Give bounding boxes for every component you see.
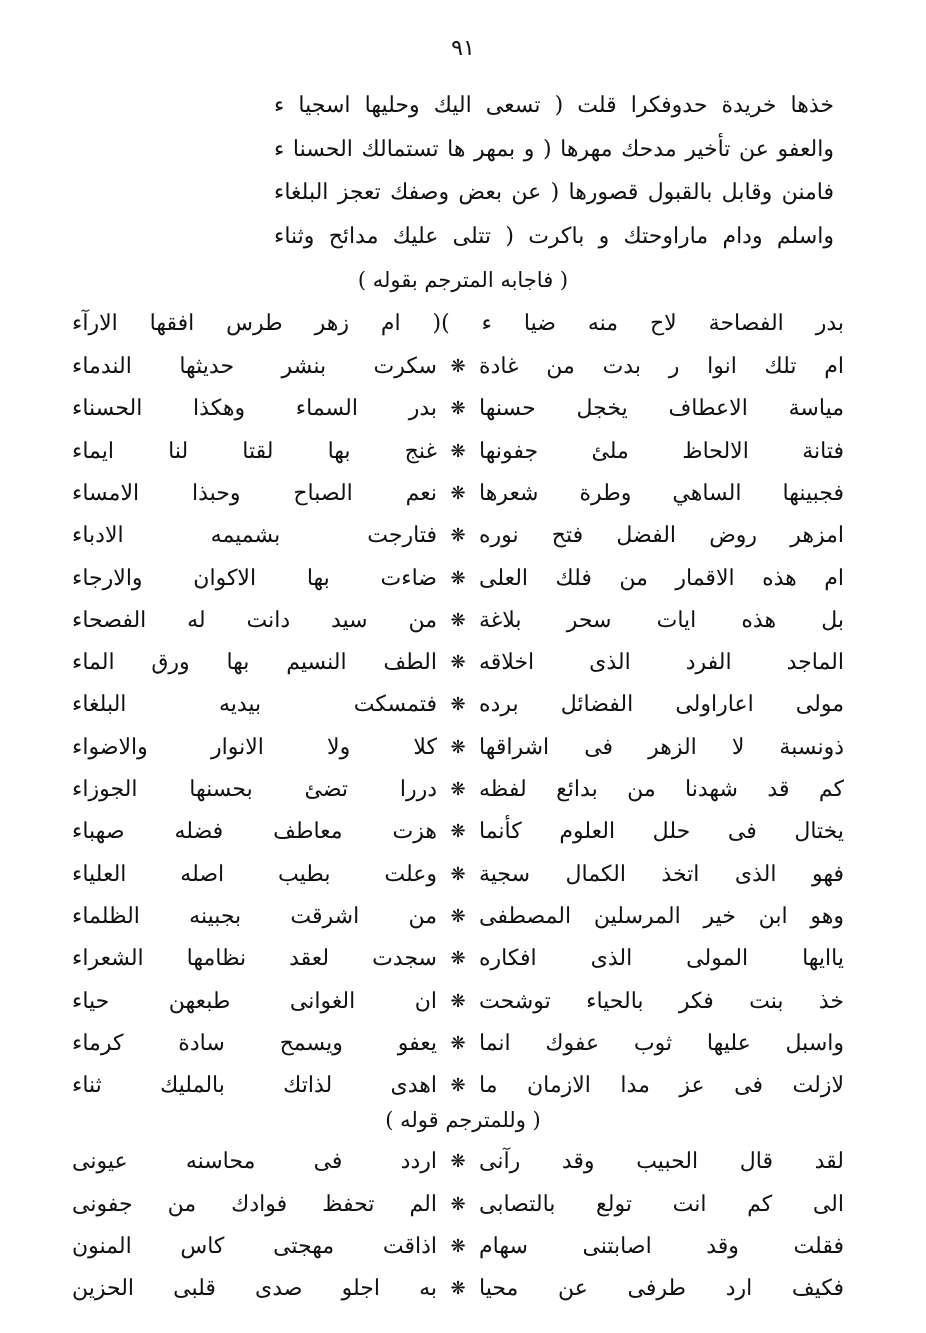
verse-first-hemistich: الى كم انت تولع بالتصابى [479,1191,844,1217]
verse-second-hemistich: فتمسكت بيديه البلغاء [72,692,437,718]
verse-first-hemistich: خذ بنت فكر بالحياء توشحت [479,988,844,1014]
verse-line [72,1185,844,1225]
verse-separator-icon: ❋ [450,905,466,927]
verse-second-hemistich: من اشرقت بجبينه الظلماء [72,903,437,929]
verse-first-hemistich: يختال فى حلل العلوم كأنما [479,819,844,845]
verse-line [72,939,844,979]
verse-first-hemistich: بل هذه ايات سحر بلاغة [479,607,844,633]
verse-second-hemistich: يعفو ويسمح سادة كرماء [72,1030,437,1056]
verse-first-hemistich: ام هذه الاقمار من فلك العلى [479,565,844,591]
verse-first-hemistich: ذونسبة لا الزهر فى اشراقها [479,734,844,760]
verse-separator-icon: ❋ [450,863,466,885]
verse-first-hemistich: الماجد الفرد الذى اخلاقه [479,650,844,676]
verse-line [72,1227,844,1267]
verse-line [72,728,844,768]
verse-second-hemistich: به اجلو صدى قلبى الحزين [72,1276,437,1302]
verse-second-hemistich: هزت معاطف فضله صهباء [72,819,437,845]
prose-line: خذها خريدة حدوفكرا قلت ( تسعى اليك وحليها اسجيا ء [274,93,834,118]
verse-first-hemistich: فقلت وقد اصابتنى سهام [479,1234,844,1259]
verse-separator-icon: ❋ [450,736,466,758]
verse-first-hemistich: مولى اعاراولى الفضائل برده [479,692,844,718]
verse-line [72,812,844,852]
verse-first-hemistich: فتانة الالحاظ ملئ جفونها [479,438,844,464]
verse-line [72,643,844,683]
verse-second-hemistich: كلا ولا الانوار والاضواء [72,734,437,760]
verse-second-hemistich: نعم الصباح وحبذا الامساء [72,480,437,506]
verse-line [72,1142,844,1182]
verse-second-hemistich: فتارجت بشميمه الادباء [72,523,437,549]
verse-line [72,685,844,725]
verse-separator-icon: ❋ [450,482,466,504]
verse-separator-icon: ❋ [450,1075,466,1097]
verse-separator-icon: ❋ [450,779,466,800]
verse-separator-icon: ❋ [450,948,466,970]
verse-second-hemistich: من سيد دانت له الفصحاء [72,607,437,633]
verse-second-hemistich: الم تحفظ فوادك من جفونى [72,1191,437,1217]
verse-first-hemistich: ام تلك انوا ر بدت من غادة [479,354,844,379]
verse-second-hemistich: ضاءت بها الاكوان والارجاء [72,565,437,591]
verse-separator-icon: ❋ [450,440,466,462]
verse-separator-icon: ❋ [450,652,466,674]
verse-line [72,516,844,556]
verse-first-hemistich: واسبل عليها ثوب عفوك انما [479,1030,844,1056]
verse-separator-icon: ❋ [450,525,466,547]
prose-line: واسلم ودام ماراوحتك و باكرت ( تتلى عليك مدائح وثناء [274,223,834,249]
verse-line [72,474,844,514]
verse-second-hemistich: اهدى لذاتك بالمليك ثناء [72,1073,437,1099]
verse-line [72,1269,844,1309]
verse-second-hemistich: بدر السماء وهكذا الحسناء [72,396,437,422]
verse-separator-icon: ❋ [450,821,466,843]
verse-first-hemistich: كم قد شهدنا من بدائع لفظه [479,777,844,802]
verse-first-hemistich: فكيف ارد طرفى عن محيا [479,1276,844,1302]
verse-first-hemistich: مياسة الاعطاف يخجل حسنها [479,396,844,422]
verse-separator-icon: ❋ [450,1032,466,1054]
section-heading: ( وللمترجم قوله ) [385,1108,541,1133]
verse-second-hemistich: غنج بها لقتا لنا ايماء [72,438,437,464]
verse-second-hemistich: اذاقت مهجتى كاس المنون [72,1234,437,1259]
verse-first-hemistich: لقد قال الحبيب وقد رآنى [479,1149,844,1175]
verse-separator-icon: ❋ [450,1236,466,1257]
page-number: ٩١ [451,36,475,61]
verse-separator-icon: ❋ [450,990,466,1012]
verse-separator-icon: ❋ [450,694,466,716]
verse-second-hemistich: سجدت لعقد نظامها الشعراء [72,946,437,972]
opening-verse-line: بدر الفصاحة لاح منه ضيا ء )( ام زهر طرس افقها الارآء [72,310,844,336]
verse-separator-icon: ❋ [450,1278,466,1300]
verse-separator-icon: ❋ [450,609,466,631]
verse-line [72,855,844,895]
verse-second-hemistich: وعلت بطيب اصله العلياء [72,861,437,887]
verse-line [72,1024,844,1064]
verse-line [72,897,844,937]
verse-line [72,347,844,387]
verse-line [72,389,844,429]
verse-first-hemistich: ياايها المولى الذى افكاره [479,946,844,972]
verse-first-hemistich: فجبينها الساهي وطرة شعرها [479,480,844,506]
verse-line [72,432,844,472]
verse-separator-icon: ❋ [450,356,466,377]
prose-line: والعفو عن تأخير مدحك مهرها ( و بمهر ها تستمالك الحسنا ء [274,136,834,162]
verse-second-hemistich: الطف النسيم بها ورق الماء [72,650,437,676]
section-heading: ( فاجابه المترجم بقوله ) [357,268,569,292]
verse-line [72,770,844,810]
verse-separator-icon: ❋ [450,567,466,589]
verse-line [72,601,844,641]
verse-line [72,982,844,1022]
verse-first-hemistich: امزهر روض الفضل فتح نوره [479,523,844,549]
verse-line [72,559,844,599]
verse-first-hemistich: لازلت فى عز مدا الازمان ما [479,1073,844,1099]
verse-second-hemistich: اردد فى محاسنه عيونى [72,1149,437,1175]
verse-first-hemistich: فهو الذى اتخذ الكمال سجية [479,861,844,887]
verse-second-hemistich: دررا تضئ بحسنها الجوزاء [72,777,437,802]
verse-second-hemistich: سكرت بنشر حديثها الندماء [72,354,437,379]
prose-line: فامنن وقابل بالقبول قصورها ( عن بعض وصفك تعجز البلغاء [274,180,834,205]
verse-separator-icon: ❋ [450,1151,466,1173]
verse-separator-icon: ❋ [450,398,466,420]
verse-separator-icon: ❋ [450,1193,466,1215]
verse-second-hemistich: ان الغوانى طبعهن حياء [72,988,437,1014]
verse-first-hemistich: وهو ابن خير المرسلين المصطفى [479,903,844,929]
